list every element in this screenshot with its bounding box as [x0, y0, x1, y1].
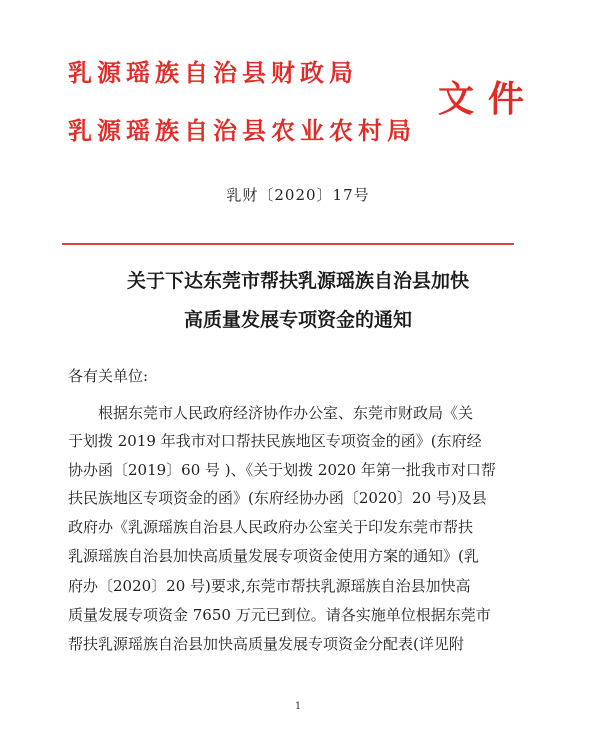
body-line-2: 于划拨 2019 年我市对口帮扶民族地区专项资金的函》(东府经 — [68, 432, 482, 450]
issuer-agriculture-bureau: 乳源瑶族自治县农业农村局 — [68, 117, 416, 145]
body-line-5: 政府办《乳源瑶族自治县人民政府办公室关于印发东莞市帮扶 — [68, 518, 474, 536]
red-separator-line — [62, 243, 514, 245]
document-number: 乳财〔2020〕17号 — [226, 186, 370, 204]
body-line-3: 协办函〔2019〕60 号 )、《关于划拨 2020 年第一批我市对口帮 — [68, 461, 496, 479]
issuer-finance-bureau: 乳源瑶族自治县财政局 — [68, 59, 358, 87]
body-line-9: 帮扶乳源瑶族自治县加快高质量发展专项资金分配表(详见附 — [68, 635, 464, 653]
notice-title-line-1: 关于下达东莞市帮扶乳源瑶族自治县加快 — [126, 270, 469, 292]
page-number: 1 — [294, 701, 302, 712]
notice-title-line-2: 高质量发展专项资金的通知 — [183, 309, 412, 331]
body-line-6: 乳源瑶族自治县加快高质量发展专项资金使用方案的通知》(乳 — [68, 547, 479, 565]
body-line-8: 质量发展专项资金 7650 万元已到位。请各实施单位根据东莞市 — [68, 606, 491, 624]
body-line-4: 扶民族地区专项资金的函》(东府经协办函〔2020〕20 号)及县 — [68, 489, 487, 507]
salutation: 各有关单位: — [68, 367, 149, 385]
body-line-1: 根据东莞市人民政府经济协作办公室、东莞市财政局《关 — [98, 404, 474, 422]
doc-type-label: 文件 — [438, 79, 539, 120]
body-line-7: 府办〔2020〕20 号)要求,东莞市帮扶乳源瑶族自治县加快高 — [68, 577, 471, 595]
